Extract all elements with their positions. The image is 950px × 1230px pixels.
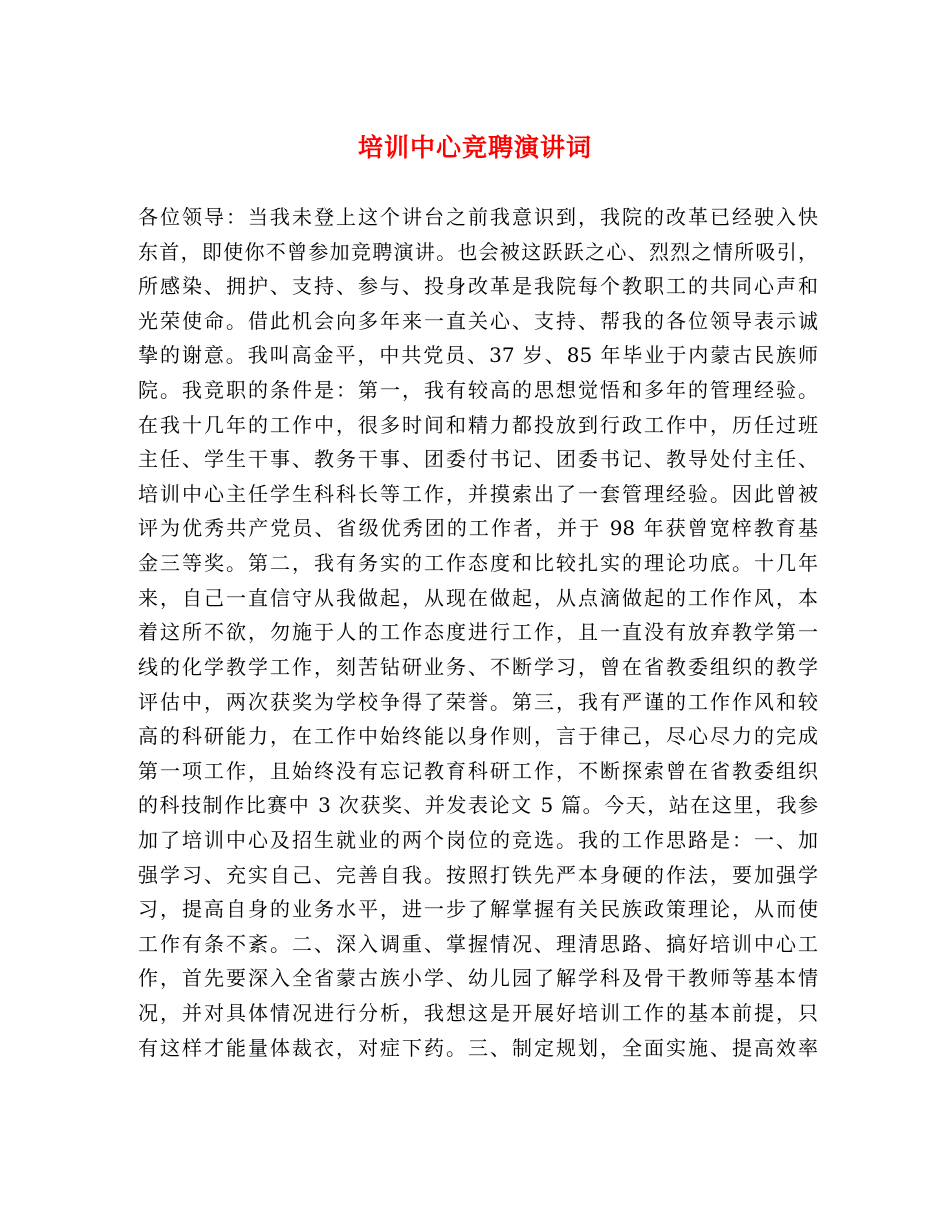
body-line: 各位领导：当我未登上这个讲台之前我意识到，我院的改革已经驶入快 <box>138 205 818 229</box>
body-line: 习，提高自身的业务水平，进一步了解掌握有关民族政策理论，从而使 <box>138 897 818 922</box>
body-line: 东首，即使你不曾参加竞聘演讲。也会被这跃跃之心、烈烈之情所吸引， <box>138 239 818 264</box>
body-line: 况，并对具体情况进行分析，我想这是开展好培训工作的基本前提，只 <box>138 1001 818 1026</box>
body-line: 培训中心主任学生科科长等工作，并摸索出了一套管理经验。因此曾被 <box>138 481 818 506</box>
body-line: 工作有条不紊。二、深入调重、掌握情况、理清思路、搞好培训中心工 <box>138 931 818 956</box>
body-line: 挚的谢意。我叫高金平，中共党员、37 岁、85 年毕业于内蒙古民族师 <box>138 343 818 368</box>
body-line: 强学习、充实自己、完善自我。按照打铁先严本身硬的作法，要加强学 <box>138 862 818 887</box>
body-line: 金三等奖。第二，我有务实的工作态度和比较扎实的理论功底。十几年 <box>138 551 818 576</box>
body-line: 高的科研能力，在工作中始终能以身作则，言于律己，尽心尽力的完成 <box>138 724 818 749</box>
body-line: 在我十几年的工作中，很多时间和精力都投放到行政工作中，历任过班 <box>138 412 818 437</box>
body-line: 有这样才能量体裁衣，对症下药。三、制定规划，全面实施、提高效率 <box>138 1035 818 1060</box>
body-line: 光荣使命。借此机会向多年来一直关心、支持、帮我的各位领导表示诚 <box>138 308 818 333</box>
body-line: 评估中，两次获奖为学校争得了荣誉。第三，我有严谨的工作作风和较 <box>138 689 818 714</box>
document-title: 培训中心竞聘演讲词 <box>357 133 592 162</box>
body-line: 作，首先要深入全省蒙古族小学、幼儿园了解学科及骨干教师等基本情 <box>138 966 818 991</box>
body-line: 主任、学生干事、教务干事、团委付书记、团委书记、教导处付主任、 <box>138 447 818 472</box>
document-body <box>138 200 818 1065</box>
body-line: 加了培训中心及招生就业的两个岗位的竞选。我的工作思路是：一、加 <box>138 827 818 852</box>
body-line: 线的化学教学工作，刻苦钻研业务、不断学习，曾在省教委组织的教学 <box>138 654 818 679</box>
body-line: 第一项工作，且始终没有忘记教育科研工作，不断探索曾在省教委组织 <box>138 758 818 783</box>
body-line: 评为优秀共产党员、省级优秀团的工作者，并于 98 年获曾宽梓教育基 <box>138 516 818 541</box>
body-line: 着这所不欲，勿施于人的工作态度进行工作，且一直没有放弃教学第一 <box>138 620 818 645</box>
body-line: 的科技制作比赛中 3 次获奖、并发表论文 5 篇。今天，站在这里，我参 <box>138 793 818 818</box>
body-line: 所感染、拥护、支持、参与、投身改革是我院每个教职工的共同心声和 <box>138 274 818 299</box>
body-line: 来，自己一直信守从我做起，从现在做起，从点滴做起的工作作风，本 <box>138 585 818 610</box>
body-line: 院。我竞职的条件是：第一，我有较高的思想觉悟和多年的管理经验。 <box>138 378 818 403</box>
